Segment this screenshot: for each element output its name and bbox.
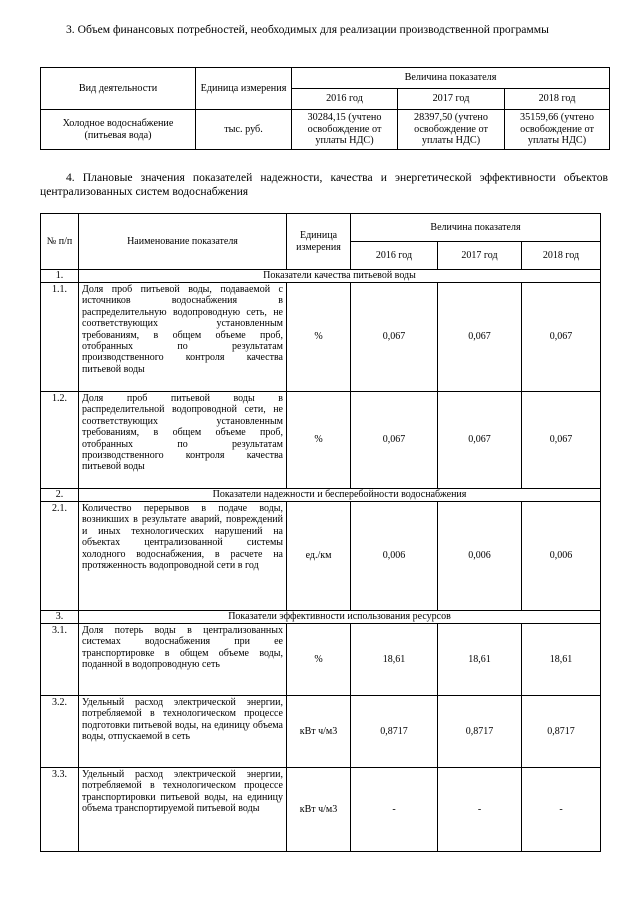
section-title: Показатели качества питьевой воды <box>79 270 601 283</box>
value-2018: 0,8717 <box>522 696 601 768</box>
row-number: 1.2. <box>41 392 79 489</box>
header-year-2016: 2016 год <box>292 89 398 110</box>
table-row <box>41 110 610 150</box>
value-2017: - <box>438 768 522 852</box>
value-2016: 18,61 <box>351 624 438 696</box>
indicator-unit: кВт ч/м3 <box>287 768 351 852</box>
header-year-2016: 2016 год <box>351 242 438 270</box>
section-row <box>41 270 601 283</box>
indicator-unit: кВт ч/м3 <box>287 696 351 768</box>
table-row <box>41 696 601 768</box>
section-3-heading: 3. Объем финансовых потребностей, необходимых для реализации производственной программы <box>66 23 549 36</box>
table-row <box>41 283 601 392</box>
table-row <box>41 768 601 852</box>
value-2017: 0,8717 <box>438 696 522 768</box>
table-row <box>41 624 601 696</box>
table-row <box>41 392 601 489</box>
indicator-name: Удельный расход электрической энергии, потребляемой в технологическом процессе подготовки питьевой воды, на единицу объема воды, отпускаемой в сеть <box>79 696 287 768</box>
value-2016: 0,067 <box>351 392 438 489</box>
value-2018: 0,067 <box>522 392 601 489</box>
row-number: 1.1. <box>41 283 79 392</box>
row-number: 3.1. <box>41 624 79 696</box>
indicator-name: Количество перерывов в подаче воды, возникших в результате аварий, повреждений и иных технологических нарушений на объектах централизованной системы холодного водоснабжения, в расчете на протяженность водопроводной сети в год <box>79 502 287 611</box>
indicator-unit: % <box>287 283 351 392</box>
section-title: Показатели эффективности использования ресурсов <box>79 611 601 624</box>
indicator-unit: % <box>287 624 351 696</box>
value-2016: 0,067 <box>351 283 438 392</box>
section-number: 1. <box>41 270 79 283</box>
cell-activity: Холодное водоснабжение (питьевая вода) <box>41 110 196 150</box>
indicator-name: Доля проб питьевой воды в распределительной водопроводной сети, не соответствующих установленным требованиям, в общем объеме проб, отобранных по результатам производственного контроля качества питьевой воды <box>79 392 287 489</box>
cell-value-2016: 30284,15 (учтено освобождение от уплаты НДС) <box>292 110 398 150</box>
value-2018: 0,006 <box>522 502 601 611</box>
header-number: № п/п <box>41 214 79 270</box>
value-2017: 0,006 <box>438 502 522 611</box>
header-activity: Вид деятельности <box>41 68 196 110</box>
section-row <box>41 611 601 624</box>
indicator-name: Удельный расход электрической энергии, потребляемой в технологическом процессе транспортировки питьевой воды, на единицу объема транспортируемой питьевой воды <box>79 768 287 852</box>
indicator-unit: % <box>287 392 351 489</box>
section-title: Показатели надежности и бесперебойности водоснабжения <box>79 489 601 502</box>
indicator-name: Доля проб питьевой воды, подаваемой с источников водоснабжения в распределительную водопроводную сеть, не соответствующих установленным требованиям, в общем объеме проб, отобранных по результатам производственного контроля качества питьевой воды <box>79 283 287 392</box>
section-number: 3. <box>41 611 79 624</box>
row-number: 2.1. <box>41 502 79 611</box>
header-year-2018: 2018 год <box>505 89 610 110</box>
cell-value-2017: 28397,50 (учтено освобождение от уплаты НДС) <box>398 110 505 150</box>
cell-value-2018: 35159,66 (учтено освобождение от уплаты НДС) <box>505 110 610 150</box>
indicators-table <box>40 213 601 852</box>
value-2018: - <box>522 768 601 852</box>
cell-unit: тыс. руб. <box>196 110 292 150</box>
table-row <box>41 502 601 611</box>
header-indicator-name: Наименование показателя <box>79 214 287 270</box>
section-4-heading: 4. Плановые значения показателей надежности, качества и энергетической эффективности объектов централизованных систем водоснабжения <box>40 171 608 198</box>
header-year-2017: 2017 год <box>398 89 505 110</box>
indicator-unit: ед./км <box>287 502 351 611</box>
financial-needs-table <box>40 67 610 150</box>
header-value: Величина показателя <box>351 214 601 242</box>
header-year-2017: 2017 год <box>438 242 522 270</box>
value-2016: 0,006 <box>351 502 438 611</box>
value-2018: 0,067 <box>522 283 601 392</box>
value-2017: 0,067 <box>438 283 522 392</box>
header-unit: Единица измерения <box>196 68 292 110</box>
value-2017: 18,61 <box>438 624 522 696</box>
section-row <box>41 489 601 502</box>
value-2016: - <box>351 768 438 852</box>
header-year-2018: 2018 год <box>522 242 601 270</box>
header-value: Величина показателя <box>292 68 610 89</box>
value-2017: 0,067 <box>438 392 522 489</box>
row-number: 3.2. <box>41 696 79 768</box>
value-2016: 0,8717 <box>351 696 438 768</box>
row-number: 3.3. <box>41 768 79 852</box>
header-unit: Единица измерения <box>287 214 351 270</box>
indicator-name: Доля потерь воды в централизованных системах водоснабжения при ее транспортировке в общем объеме воды, поданной в водопроводную сеть <box>79 624 287 696</box>
value-2018: 18,61 <box>522 624 601 696</box>
section-number: 2. <box>41 489 79 502</box>
